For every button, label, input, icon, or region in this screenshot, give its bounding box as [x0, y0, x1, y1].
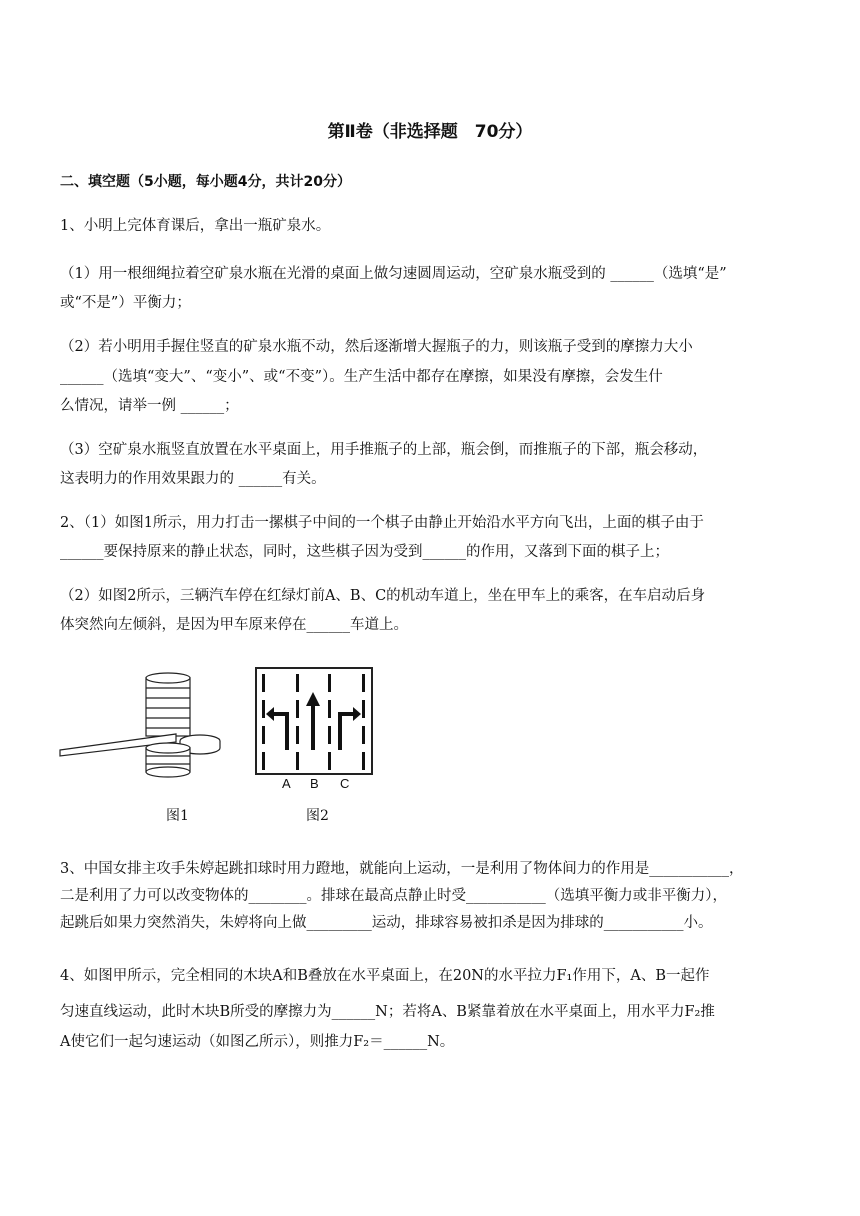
- q1-part2-line3: 么情况，请举一例 ______；: [60, 398, 239, 414]
- q2-part1-line2: ______要保持原来的静止状态，同时，这些棋子因为受到______的作用，又落到下面的棋子上；: [60, 544, 669, 560]
- q1-part1-line1: （1）用一根细绳拉着空矿泉水瓶在光滑的桌面上做匀速圆周运动，空矿泉水瓶受到的 ______（选填“是”: [60, 266, 727, 282]
- q1-part3-line2: 这表明力的作用效果跟力的 ______有关。: [60, 471, 326, 487]
- q3-line3: 起跳后如果力突然消失，朱婷将向上做_________运动，排球容易被扣杀是因为排球的___________小。: [60, 915, 713, 931]
- lane-label-b: B: [310, 776, 319, 791]
- q2-part1-line1: 2、（1）如图1所示，用力打击一摞棋子中间的一个棋子由静止开始沿水平方向飞出，上面的棋子由于: [60, 515, 704, 531]
- section-heading: 二、填空题（5小题，每小题4分，共计20分）: [60, 174, 351, 190]
- q3-line1: 3、中国女排主攻手朱婷起跳扣球时用力蹬地，就能向上运动，一是利用了物体间力的作用是___________，: [60, 861, 744, 877]
- q4-line1: 4、如图甲所示，完全相同的木块A和B叠放在水平桌面上，在20N的水平拉力F₁作用下，A、B一起作: [60, 968, 710, 984]
- q1-stem: 1、小明上完体育课后，拿出一瓶矿泉水。: [60, 218, 331, 234]
- lane-label-c: C: [340, 776, 350, 791]
- q4-line2: 匀速直线运动，此时木块B所受的摩擦力为______N；若将A、B紧靠着放在水平桌面上，用水平力F₂推: [60, 1004, 715, 1020]
- q3-line2: 二是利用了力可以改变物体的________。排球在最高点静止时受___________（选填平衡力或非平衡力），: [60, 888, 727, 904]
- q1-part2-line2: ______（选填“变大”、“变小”、或“不变”）。生产生活中都存在摩擦，如果没有摩擦，会发生什: [60, 369, 663, 385]
- figure-1-chess-stack: [58, 670, 228, 780]
- q2-part2-line1: （2）如图2所示，三辆汽车停在红绿灯前A、B、C的机动车道上，坐在甲车上的乘客，在车启动后身: [60, 588, 706, 604]
- paper-title: 第Ⅱ卷（非选择题 70分）: [327, 122, 533, 142]
- figure-2-lanes: [252, 664, 378, 794]
- figure-1-caption: 图1: [166, 808, 189, 824]
- lane-label-a: A: [282, 776, 291, 791]
- q1-part1-line2: 或“不是”）平衡力；: [60, 295, 191, 311]
- q1-part3-line1: （3）空矿泉水瓶竖直放置在水平桌面上，用手推瓶子的上部，瓶会倒，而推瓶子的下部，瓶会移动，: [60, 442, 708, 458]
- q4-line3: A使它们一起匀速运动（如图乙所示），则推力F₂＝______N。: [60, 1034, 455, 1050]
- figure-2-caption: 图2: [306, 808, 329, 824]
- q1-part2-line1: （2）若小明用手握住竖直的矿泉水瓶不动，然后逐渐增大握瓶子的力，则该瓶子受到的摩擦力大小: [60, 339, 693, 355]
- q2-part2-line2: 体突然向左倾斜，是因为甲车原来停在______车道上。: [60, 617, 408, 633]
